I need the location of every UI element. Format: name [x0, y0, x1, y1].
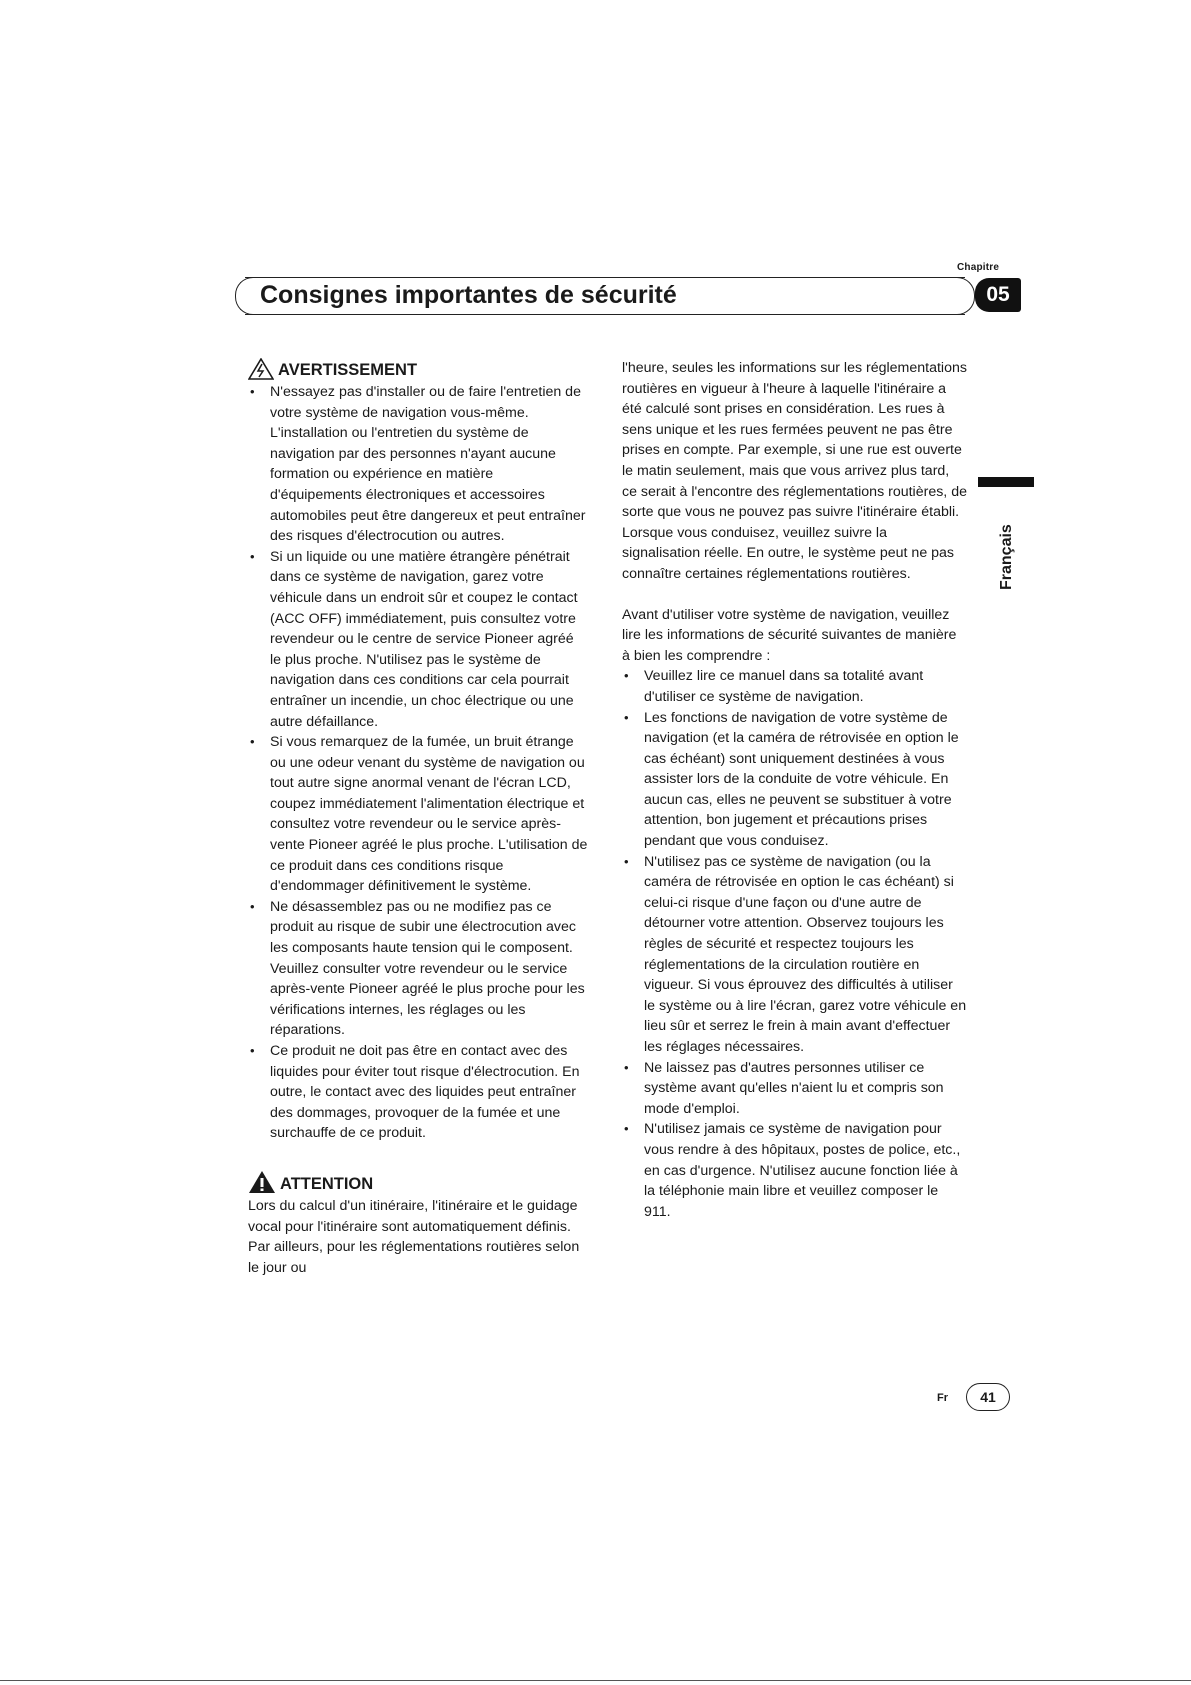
electric-warning-icon [248, 358, 274, 380]
list-item: • Veuillez lire ce manuel dans sa totalité avant d'utiliser ce système de navigation. [622, 666, 967, 707]
list-item: • Ne désassemblez pas ou ne modifiez pas ce produit au risque de subir une électrocution avec les composants haute tension qui le composent. Veuillez consulter votre revendeur ou le service après-vente Pioneer agréé le plus proche pour les vérifications internes, les réglages ou les réparations. [248, 897, 588, 1041]
list-item: • N'utilisez jamais ce système de navigation pour vous rendre à des hôpitaux, postes de police, etc., en cas d'urgence. N'utilisez aucune fonction liée à la téléphonie main libre et veuillez composer le 911. [622, 1119, 967, 1222]
scan-edge-line [0, 1680, 1191, 1681]
page-number: 41 [966, 1383, 1010, 1411]
list-item: • Les fonctions de navigation de votre système de navigation (et la caméra de rétrovisée en option le cas échéant) sont uniquement destinées à vous assister lors de la conduite de votre véhicule. En aucun cas, elles ne peuvent se substituer à votre attention, bon jugement et précautions prises pendant que vous conduisez. [622, 708, 967, 852]
attention-text: Lors du calcul d'un itinéraire, l'itinéraire et le guidage vocal pour l'itinéraire sont automatiquement définis. Par ailleurs, pour les réglementations routières selon le jour ou [248, 1197, 580, 1276]
right-column [622, 358, 967, 1222]
attention-heading [248, 1170, 588, 1194]
language-tab-marker [978, 477, 1034, 487]
list-item: • Ce produit ne doit pas être en contact avec des liquides pour éviter tout risque d'électrocution. En outre, le contact avec des liquides peut entraîner des dommages, provoquer de la fumée et une surchauffe de ce produit. [248, 1041, 588, 1144]
caution-icon [248, 1170, 276, 1194]
language-tab: Français [998, 524, 1015, 590]
attention-heading-text: ATTENTION [280, 1174, 374, 1193]
safety-list [622, 666, 967, 1222]
chapter-label: Chapitre [957, 262, 1000, 273]
warning-heading-text: AVERTISSEMENT [278, 361, 418, 379]
chapter-number-badge: 05 [975, 278, 1021, 312]
left-column [248, 358, 588, 1278]
attention-section [248, 1170, 588, 1278]
list-item: • Si un liquide ou une matière étrangère pénétrait dans ce système de navigation, garez votre véhicule dans un endroit sûr et coupez le contact (ACC OFF) immédiatement, puis consultez votre revendeur ou le centre de service Pioneer agréé le plus proche. N'utilisez pas le système de navigation dans ces conditions car cela pourrait entraîner un incendie, un choc électrique ou une autre défaillance. [248, 547, 588, 732]
list-item: • N'essayez pas d'installer ou de faire l'entretien de votre système de navigation vous-même. L'installation ou l'entretien du système de navigation par des personnes n'ayant aucune formation ou expérience en matière d'équipements électroniques et accessoires automobiles peut être dangereux et peut entraîner des risques d'électrocution ou autres. [248, 382, 588, 547]
list-item: • N'utilisez pas ce système de navigation (ou la caméra de rétrovisée en option le cas échéant) si celui-ci risque d'une façon ou d'une autre de détourner votre attention. Observez toujours les règles de sécurité et respectez toujours les réglementations de la circulation routière en vigueur. Si vous éprouvez des difficultés à utiliser le système ou à lire l'écran, garez votre véhicule en lieu sûr et serrez le frein à main avant d'effectuer les réglages nécessaires. [622, 852, 967, 1058]
continuation-paragraph: l'heure, seules les informations sur les réglementations routières en vigueur à l'heure à laquelle l'itinéraire a été calculé sont prises en considération. Les rues à sens unique et les rues fermées peuvent ne pas être prises en compte. Par exemple, si une rue est ouverte le matin seulement, mais que vous arrivez plus tard, ce serait à l'encontre des réglementations routières, de sorte que vous ne pouvez pas suivre l'itinéraire établi. Lorsque vous conduisez, veuillez suivre la signalisation réelle. En outre, le système peut ne pas connaître certaines réglementations routières. [622, 360, 967, 582]
warning-list [248, 382, 588, 1144]
language-code: Fr [937, 1392, 948, 1404]
intro-paragraph: Avant d'utiliser votre système de navigation, veuillez lire les informations de sécurité suivantes de manière à bien les comprendre : [622, 606, 957, 664]
list-item: • Ne laissez pas d'autres personnes utiliser ce système avant qu'elles n'aient lu et compris son mode d'emploi. [622, 1058, 967, 1120]
page-title: Consignes importantes de sécurité [260, 281, 677, 309]
warning-heading [248, 358, 588, 380]
list-item: • Si vous remarquez de la fumée, un bruit étrange ou une odeur venant du système de navigation ou tout autre signe anormal venant de l'écran LCD, coupez immédiatement l'alimentation électrique et consultez votre revendeur ou le service après-vente Pioneer agréé le plus proche. L'utilisation de ce produit dans ces conditions risque d'endommager définitivement le système. [248, 732, 588, 897]
